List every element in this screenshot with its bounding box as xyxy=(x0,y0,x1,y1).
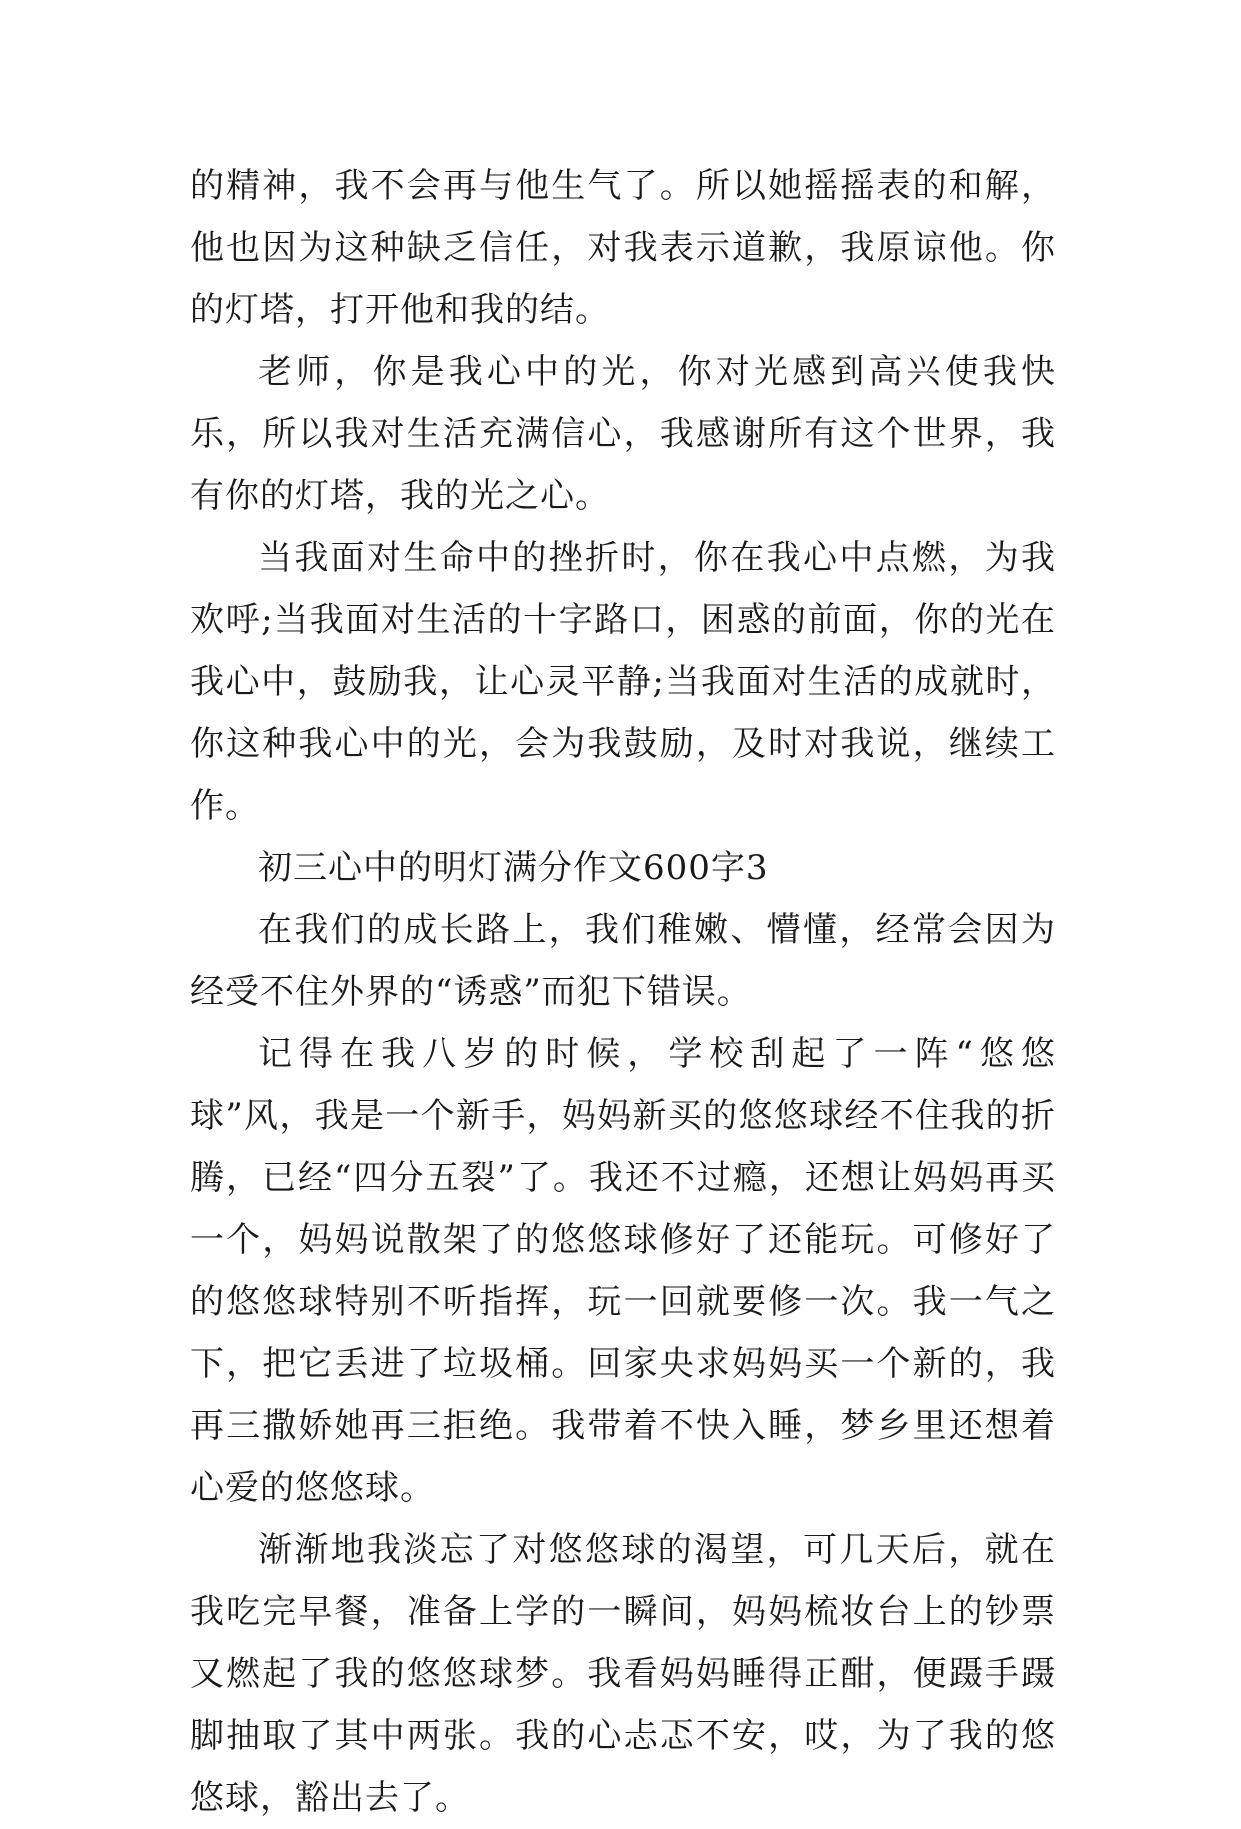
paragraph-teacher-light: 老师，你是我心中的光，你对光感到高兴使我快乐，所以我对生活充满信心，我感谢所有这个世界，我有你的灯塔，我的光之心。 xyxy=(190,352,1056,516)
paragraph-continuation: 的精神，我不会再与他生气了。所以她摇摇表的和解，他也因为这种缺乏信任，对我表示道歉，我原谅他。你的灯塔，打开他和我的结。 xyxy=(190,166,1056,330)
document-body xyxy=(190,155,1056,1829)
section-heading: 初三心中的明灯满分作文600字3 xyxy=(258,848,769,888)
paragraph-setbacks: 当我面对生命中的挫折时，你在我心中点燃，为我欢呼;当我面对生活的十字路口，困惑的前面，你的光在我心中，鼓励我，让心灵平静;当我面对生活的成就时，你这种我心中的光，会为我鼓励，及时对我说，继续工作。 xyxy=(190,538,1056,826)
paragraph-growth: 在我们的成长路上，我们稚嫩、懵懂，经常会因为经受不住外界的“诱惑”而犯下错误。 xyxy=(190,910,1056,1012)
paragraph-yoyo-story: 记得在我八岁的时候，学校刮起了一阵“悠悠球”风，我是一个新手，妈妈新买的悠悠球经不住我的折腾，已经“四分五裂”了。我还不过瘾，还想让妈妈再买一个，妈妈说散架了的悠悠球修好了还能玩。可修好了的悠悠球特别不听指挥，玩一回就要修一次。我一气之下，把它丢进了垃圾桶。回家央求妈妈买一个新的，我再三撒娇她再三拒绝。我带着不快入睡，梦乡里还想着心爱的悠悠球。 xyxy=(190,1034,1056,1508)
paragraph-money: 渐渐地我淡忘了对悠悠球的渴望，可几天后，就在我吃完早餐，准备上学的一瞬间，妈妈梳妆台上的钞票又燃起了我的悠悠球梦。我看妈妈睡得正酣，便蹑手蹑脚抽取了其中两张。我的心忐忑不安，哎，为了我的悠悠球，豁出去了。 xyxy=(190,1530,1056,1818)
